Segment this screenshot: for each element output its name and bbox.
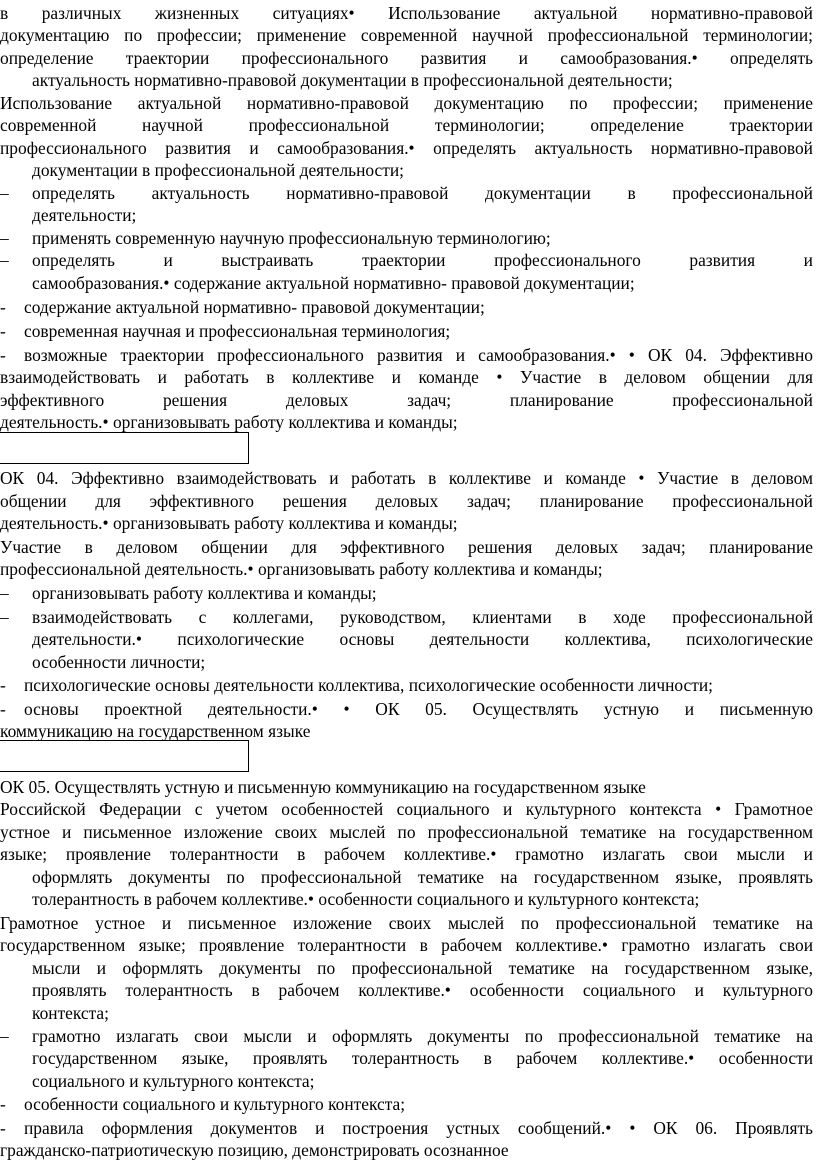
text-line: профессиональной деятельность.• организовывать работу коллектива и команды; [0,559,603,579]
text-line: гражданско-патриотическую позицию, демонстрировать осознанное [0,1140,509,1160]
list-item-continuation: деятельности; [32,205,137,225]
text-line: профессионального развития и самообразования.• определять актуальность нормативно-правовой [0,138,813,158]
text-line: взаимодействовать и работать в коллективе и команде • Участие в деловом общении для [0,367,813,387]
text-line: языке; проявление толерантности в рабочем коллективе.• грамотно излагать свои мысли и [0,844,813,864]
text-line: Участие в деловом общении для эффективного решения деловых задач; планирование [0,537,813,557]
list-bullet: - [0,297,6,317]
text-line: общении для эффективного решения деловых задач; планирование профессиональной [0,491,813,511]
list-item: психологические основы деятельности коллектива, психологические особенности личности; [24,675,714,695]
list-item: современная научная и профессиональная терминология; [24,321,451,341]
list-item-continuation: деятельности.• психологические основы деятельности коллектива, психологические [32,629,813,649]
list-item-continuation: государственном языке, проявлять толерантность в рабочем коллективе.• особенности [32,1048,813,1068]
text-line: документацию по профессии; применение современной научной профессиональной терминологии; [0,25,813,45]
list-bullet: - [0,1094,6,1114]
list-item: грамотно излагать свои мысли и оформлять документы по профессиональной тематике на [32,1026,813,1046]
text-line: актуальность нормативно-правовой документации в профессиональной деятельности; [32,70,673,90]
list-bullet: – [0,607,9,627]
list-item: содержание актуальной нормативно- правовой документации; [24,297,485,317]
text-line: толерантность в рабочем коллективе.• особенности социального и культурного контекста; [32,889,700,909]
text-line: ОК 04. Эффективно взаимодействовать и работать в коллективе и команде • Участие в деловом [0,468,813,488]
text-line: государственном языке; проявление толерантности в рабочем коллективе.• грамотно излагать свои [0,935,813,955]
text-line: мысли и оформлять документы по профессиональной тематике на государственном языке, [32,958,813,978]
text-line: Российской Федерации с учетом особенностей социального и культурного контекста • Грамотное [0,799,813,819]
text-line: деятельность.• организовывать работу коллектива и команды; [0,412,458,432]
text-line: ОК 05. Осуществлять устную и письменную коммуникацию на государственном языке [0,777,646,797]
list-item: правила оформления документов и построения устных сообщений.• • ОК 06. Проявлять [24,1118,813,1138]
list-bullet: – [0,228,9,248]
list-bullet: - [0,345,6,365]
table-cell-box [0,432,249,464]
list-bullet: - [0,1118,6,1138]
list-bullet: - [0,321,6,341]
list-item: взаимодействовать с коллегами, руководством, клиентами в ходе профессиональной [32,607,813,627]
text-line: проявлять толерантность в рабочем коллективе.• особенности социального и культурного [32,980,813,1000]
list-bullet: – [0,183,9,203]
text-line: определение траектории профессионального развития и самообразования.• определять [0,48,813,68]
list-item: основы проектной деятельности.• • ОК 05. Осуществлять устную и письменную [24,699,813,719]
text-line: коммуникацию на государственном языке [0,721,311,741]
list-item: применять современную научную профессиональную терминологию; [32,228,551,248]
list-bullet: – [0,583,9,603]
text-line: современной научной профессиональной терминологии; определение траектории [0,115,813,135]
text-line: Грамотное устное и письменное изложение своих мыслей по профессиональной тематике на [0,913,813,933]
list-item: организовывать работу коллектива и команды; [32,583,377,603]
text-line: Использование актуальной нормативно-правовой документацию по профессии; применение [0,93,813,113]
list-item-continuation: самообразования.• содержание актуальной нормативно- правовой документации; [32,273,635,293]
text-line: документации в профессиональной деятельности; [32,160,404,180]
text-line: в различных жизненных ситуациях• Использование актуальной нормативно-правовой [0,3,813,23]
list-item-continuation: особенности личности; [32,652,206,672]
table-cell-box [0,740,249,772]
text-line: деятельность.• организовывать работу коллектива и команды; [0,513,458,533]
text-line: устное и письменное изложение своих мыслей по профессиональной тематике на государственном [0,822,813,842]
text-line: оформлять документы по профессиональной тематике на государственном языке, проявлять [32,867,813,887]
list-bullet: – [0,250,9,270]
list-item: определять и выстраивать траектории профессионального развития и [32,250,813,270]
list-item: особенности социального и культурного контекста; [24,1094,406,1114]
list-item: возможные траектории профессионального развития и самообразования.• • ОК 04. Эффективно [24,345,813,365]
text-line: контекста; [32,1003,109,1023]
list-bullet: - [0,699,6,719]
list-bullet: – [0,1026,9,1046]
list-item: определять актуальность нормативно-правовой документации в профессиональной [32,183,813,203]
text-line: эффективного решения деловых задач; планирование профессиональной [0,390,813,410]
list-item-continuation: социального и культурного контекста; [32,1071,315,1091]
list-bullet: - [0,675,6,695]
